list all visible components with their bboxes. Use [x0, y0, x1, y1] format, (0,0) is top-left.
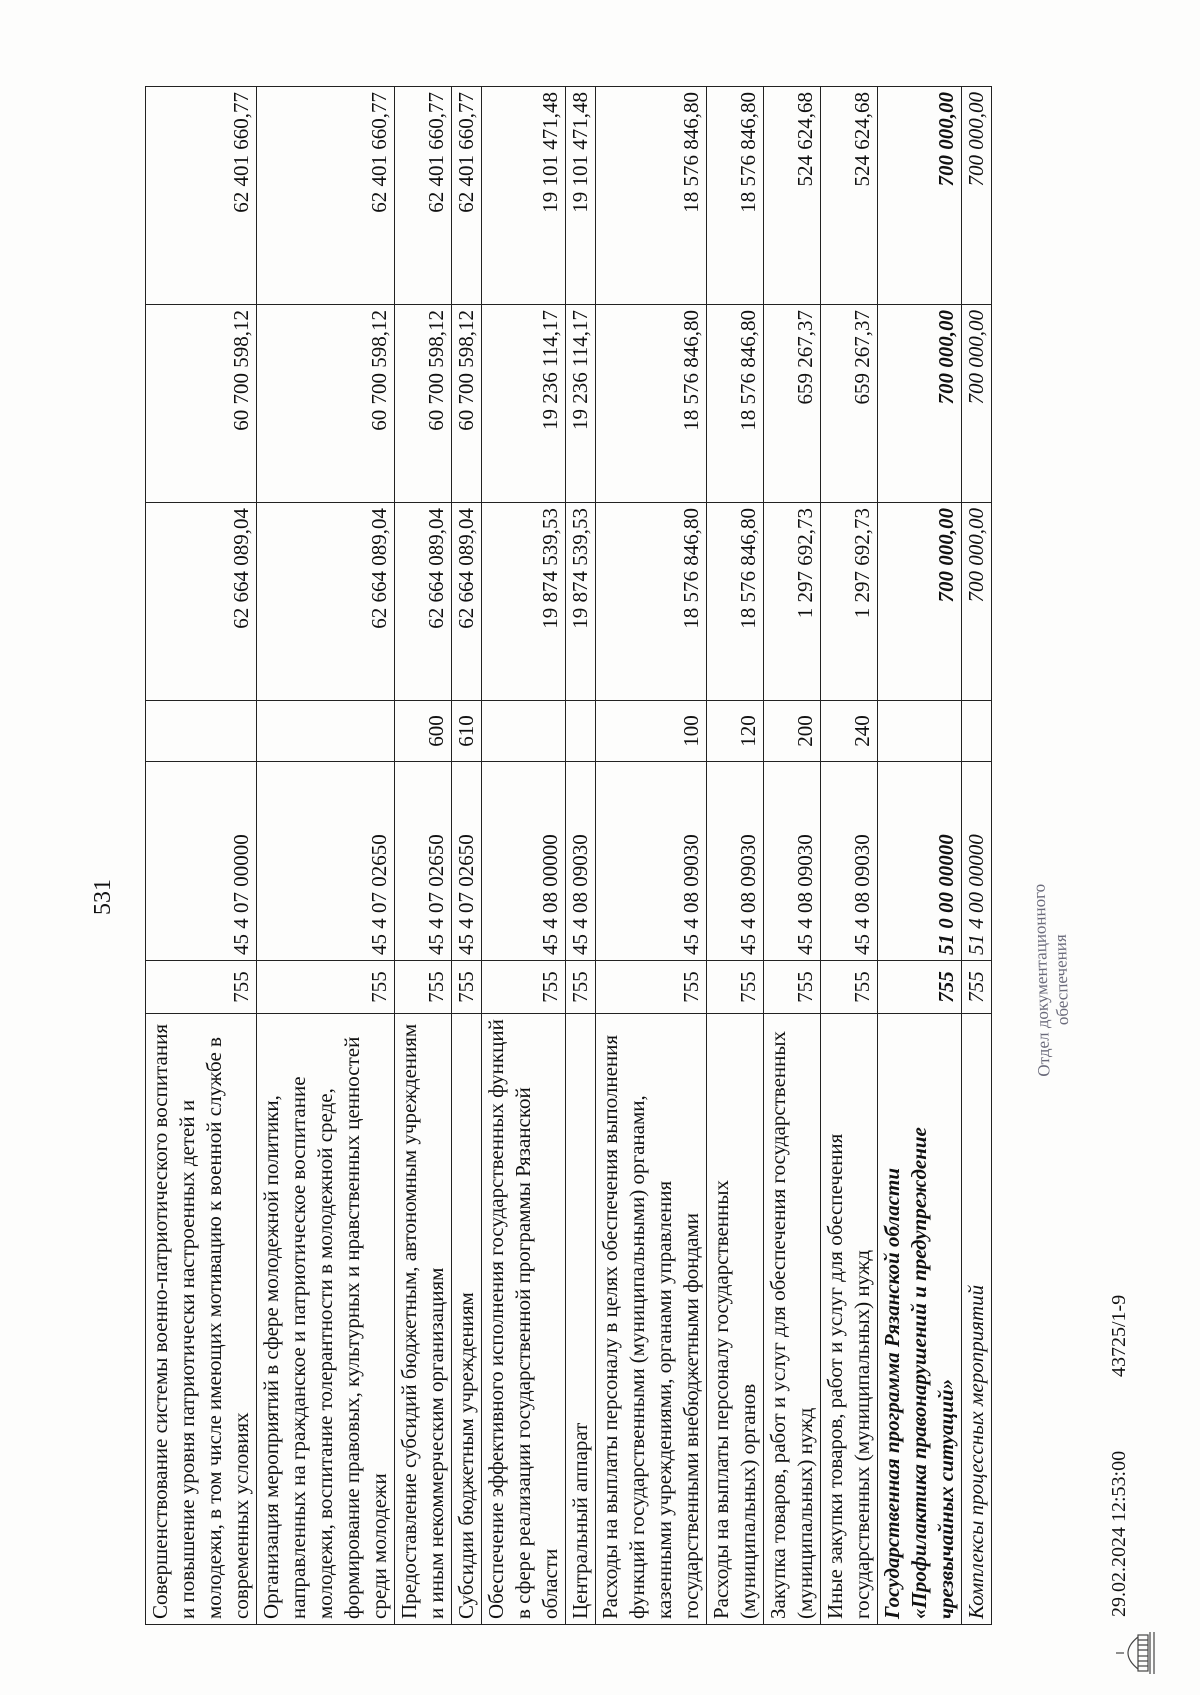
- footer-document-number: 43725/1-9: [1108, 1294, 1130, 1377]
- row-code: 755: [764, 961, 821, 1014]
- row-target-article: 45 4 08 09030: [566, 762, 596, 961]
- row-amount-2: 60 700 598,12: [452, 305, 482, 503]
- row-amount-3: 62 401 660,77: [395, 87, 452, 305]
- row-expense-type: [257, 701, 395, 762]
- row-target-article: 45 4 08 09030: [596, 762, 707, 961]
- table-row: [764, 87, 821, 1625]
- row-target-article: 51 0 00 00000: [878, 762, 962, 961]
- row-expense-type: 600: [395, 701, 452, 762]
- row-amount-2: 60 700 598,12: [146, 305, 257, 503]
- row-amount-2: 19 236 114,17: [482, 305, 566, 503]
- row-amount-3: 524 624,68: [821, 87, 878, 305]
- table-row: [482, 87, 566, 1625]
- row-amount-2: 18 576 846,80: [596, 305, 707, 503]
- row-amount-2: 60 700 598,12: [395, 305, 452, 503]
- row-amount-1: 62 664 089,04: [257, 503, 395, 701]
- row-amount-2: 700 000,00: [878, 305, 962, 503]
- table-row: [596, 87, 707, 1625]
- row-code: 755: [482, 961, 566, 1014]
- row-code: 755: [821, 961, 878, 1014]
- row-code: 755: [962, 961, 992, 1014]
- row-target-article: 45 4 07 02650: [395, 762, 452, 961]
- row-code: 755: [596, 961, 707, 1014]
- footer-date: 29.02.2024 12:53:00: [1108, 1450, 1130, 1617]
- table-row: [146, 87, 257, 1625]
- row-target-article: 45 4 08 09030: [821, 762, 878, 961]
- row-amount-2: 659 267,37: [821, 305, 878, 503]
- row-name: Совершенствование системы военно-патриотического воспитания и повышение уровня патриотически настроенных детей и молодежи, в том числе имеющих мотивацию к военной службе в современных условиях: [146, 1014, 257, 1625]
- row-expense-type: [482, 701, 566, 762]
- table-row: [257, 87, 395, 1625]
- department-stamp: [1028, 845, 1075, 1116]
- stamp-line-2: обеспечения: [1050, 934, 1073, 1026]
- row-name: Расходы на выплаты персоналу государственных (муниципальных) органов: [707, 1014, 764, 1625]
- row-code: 755: [566, 961, 596, 1014]
- row-target-article: 45 4 07 02650: [257, 762, 395, 961]
- row-code: 755: [878, 961, 962, 1014]
- row-amount-3: 18 576 846,80: [707, 87, 764, 305]
- table-row: [962, 87, 992, 1625]
- row-amount-1: 1 297 692,73: [821, 503, 878, 701]
- row-name: Закупка товаров, работ и услуг для обеспечения государственных (муниципальных) нужд: [764, 1014, 821, 1625]
- row-target-article: 45 4 08 09030: [707, 762, 764, 961]
- row-name: Организация мероприятий в сфере молодежной политики, направленных на гражданское и патриотическое воспитание молодежи, воспитание толерантности в молодежной среде, формирование правовых, культурных и нравственных ценностей среди молодежи: [257, 1014, 395, 1625]
- row-target-article: 45 4 07 02650: [452, 762, 482, 961]
- row-code: 755: [452, 961, 482, 1014]
- table-row: [707, 87, 764, 1625]
- budget-table: [145, 86, 992, 1625]
- row-name: Центральный аппарат: [566, 1014, 596, 1625]
- row-code: 755: [257, 961, 395, 1014]
- row-name: Предоставление субсидий бюджетным, автономным учреждениям и иным некоммерческим организациям: [395, 1014, 452, 1625]
- table-row: [452, 87, 482, 1625]
- row-code: 755: [395, 961, 452, 1014]
- row-name: Комплексы процессных мероприятий: [962, 1014, 992, 1625]
- row-target-article: 45 4 08 09030: [764, 762, 821, 961]
- row-amount-3: 62 401 660,77: [257, 87, 395, 305]
- row-amount-2: 19 236 114,17: [566, 305, 596, 503]
- row-amount-1: 700 000,00: [962, 503, 992, 701]
- row-expense-type: 240: [821, 701, 878, 762]
- row-target-article: 51 4 00 00000: [962, 762, 992, 961]
- row-name: Государственная программа Рязанской области «Профилактика правонарушений и предупреждение чрезвычайных ситуаций»: [878, 1014, 962, 1625]
- row-amount-3: 62 401 660,77: [146, 87, 257, 305]
- row-target-article: 45 4 07 00000: [146, 762, 257, 961]
- row-expense-type: 100: [596, 701, 707, 762]
- row-amount-3: 62 401 660,77: [452, 87, 482, 305]
- row-amount-2: 18 576 846,80: [707, 305, 764, 503]
- row-amount-3: 18 576 846,80: [596, 87, 707, 305]
- row-amount-1: 18 576 846,80: [707, 503, 764, 701]
- table-row: [878, 87, 962, 1625]
- row-expense-type: [878, 701, 962, 762]
- duma-building-icon: [1112, 1629, 1158, 1677]
- row-amount-2: 60 700 598,12: [257, 305, 395, 503]
- row-amount-1: 62 664 089,04: [146, 503, 257, 701]
- row-amount-2: 700 000,00: [962, 305, 992, 503]
- row-target-article: 45 4 08 00000: [482, 762, 566, 961]
- page-number: 531: [90, 879, 116, 915]
- row-code: 755: [146, 961, 257, 1014]
- row-amount-1: 62 664 089,04: [395, 503, 452, 701]
- table-row: [821, 87, 878, 1625]
- row-amount-1: 19 874 539,53: [566, 503, 596, 701]
- row-expense-type: [146, 701, 257, 762]
- row-name: Расходы на выплаты персоналу в целях обеспечения выполнения функций государственными (муниципальными) органами, казенными учреждениями, органами управления государственными внебюджетными фондами: [596, 1014, 707, 1625]
- stamp-line-1: Отдел документационного: [1029, 883, 1054, 1077]
- row-amount-1: 1 297 692,73: [764, 503, 821, 701]
- row-amount-1: 62 664 089,04: [452, 503, 482, 701]
- row-amount-1: 18 576 846,80: [596, 503, 707, 701]
- row-name: Иные закупки товаров, работ и услуг для обеспечения государственных (муниципальных) нужд: [821, 1014, 878, 1625]
- row-code: 755: [707, 961, 764, 1014]
- row-amount-1: 19 874 539,53: [482, 503, 566, 701]
- row-amount-3: 19 101 471,48: [566, 87, 596, 305]
- row-amount-3: 524 624,68: [764, 87, 821, 305]
- row-amount-1: 700 000,00: [878, 503, 962, 701]
- table-row: [395, 87, 452, 1625]
- row-expense-type: 610: [452, 701, 482, 762]
- row-name: Субсидии бюджетным учреждениям: [452, 1014, 482, 1625]
- row-amount-2: 659 267,37: [764, 305, 821, 503]
- row-amount-3: 700 000,00: [962, 87, 992, 305]
- table-row: [566, 87, 596, 1625]
- row-amount-3: 700 000,00: [878, 87, 962, 305]
- row-name: Обеспечение эффективного исполнения государственных функций в сфере реализации государственной программы Рязанской области: [482, 1014, 566, 1625]
- row-expense-type: 200: [764, 701, 821, 762]
- row-expense-type: 120: [707, 701, 764, 762]
- row-expense-type: [962, 701, 992, 762]
- row-expense-type: [566, 701, 596, 762]
- row-amount-3: 19 101 471,48: [482, 87, 566, 305]
